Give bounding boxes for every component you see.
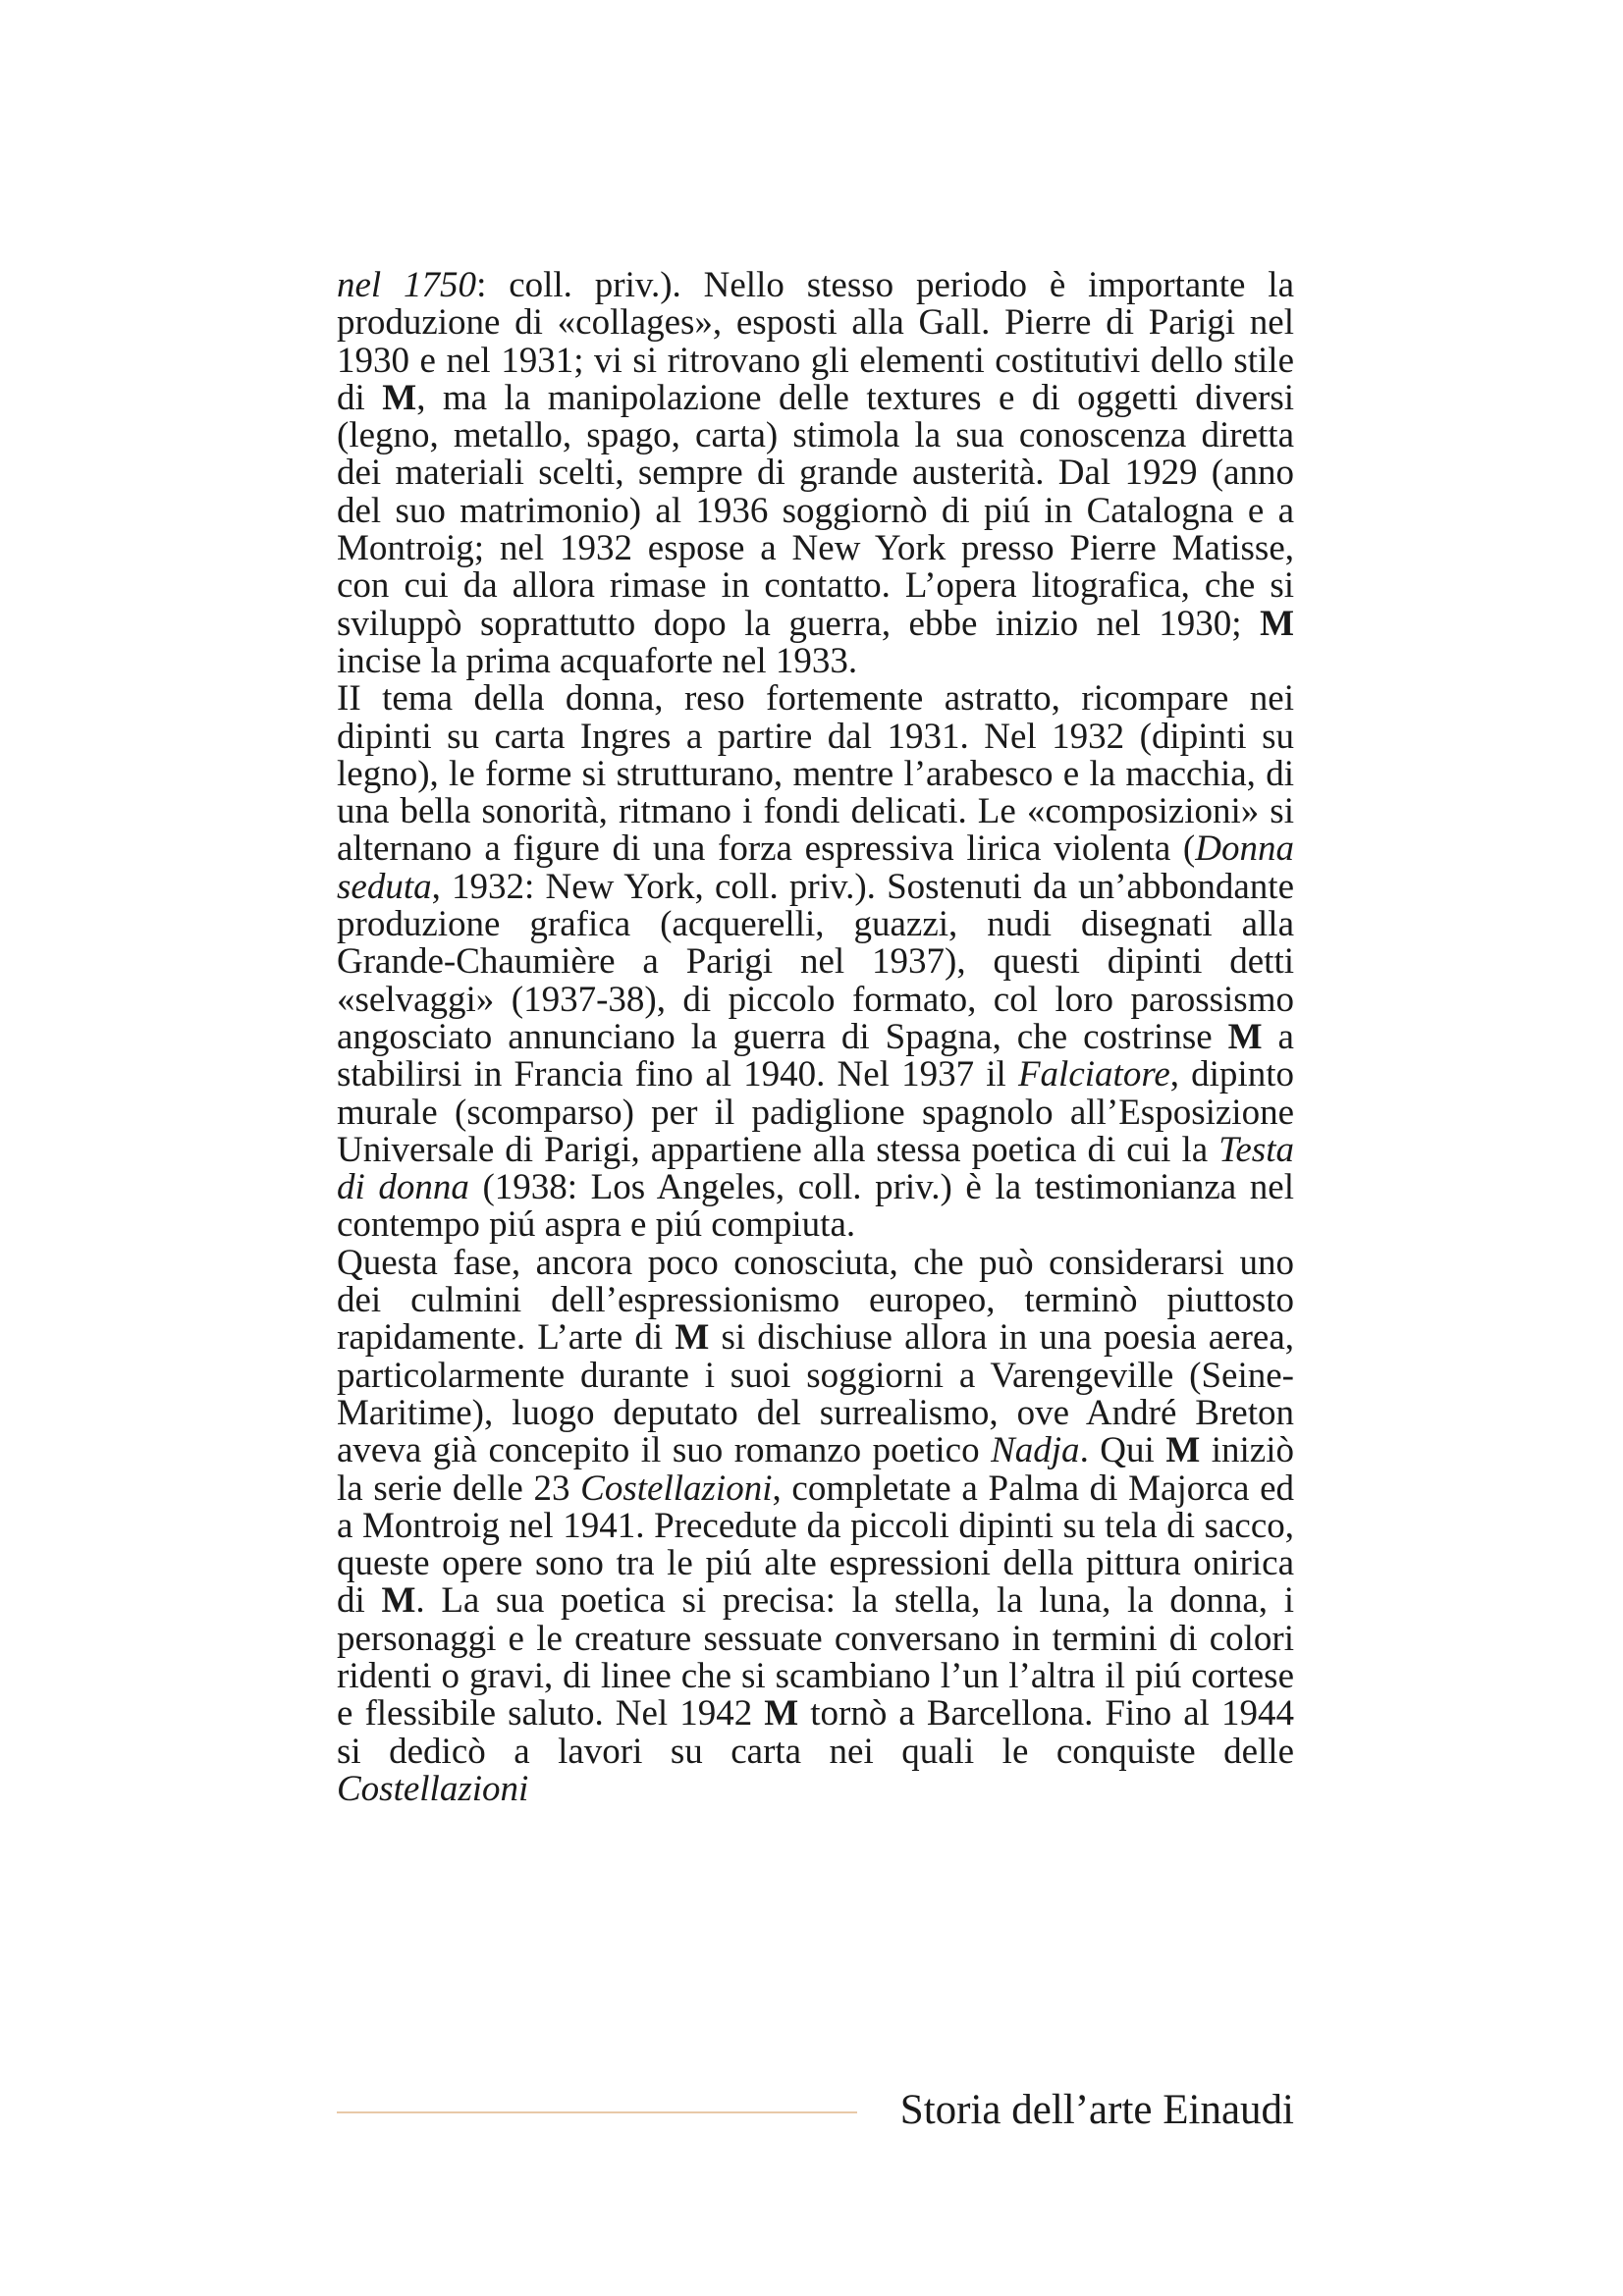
bold-run: M (675, 1317, 710, 1359)
text-run: : coll. priv.). Nello stesso periodo è importante la produzione di «collages», esposti alla Gall. Pierre di Parigi nel 1930 e nel 1931; vi si ritrovano gli elementi costitutivi dello stile di (337, 265, 1294, 418)
page-body (337, 267, 1294, 1808)
paragraph-text (337, 680, 1294, 1244)
text-run: a stabilirsi in Francia fino al 1940. Nel 1937 il (337, 1016, 1294, 1095)
bold-run: M (1165, 1430, 1201, 1471)
text-run: Questa fase, ancora poco conosciuta, che può considerarsi uno dei culmini dell’espressionismo europeo, terminò piuttosto rapidamente. L’arte di (337, 1242, 1294, 1359)
paragraph-text (337, 267, 1294, 680)
bold-run: M (382, 377, 417, 418)
italic-run: Testa di donna (337, 1129, 1294, 1208)
page-footer (337, 2081, 1294, 2140)
bold-run: M (764, 1693, 799, 1735)
bold-run: M (1227, 1016, 1263, 1057)
paragraph (337, 267, 1294, 680)
text-run: , dipinto murale (scomparso) per il padiglione spagnolo all’Esposizione Universale di Parigi, appartiene alla stessa poetica di cui la (337, 1054, 1294, 1170)
paragraph (337, 1242, 1295, 1809)
bold-run: M (1260, 603, 1294, 644)
paragraph (337, 680, 1294, 1244)
text-run: iniziò la serie delle 23 (337, 1430, 1295, 1509)
italic-run: Donna seduta (337, 828, 1294, 907)
text-run: , ma la manipolazione delle textures e di oggetti diversi (legno, metallo, spago, carta) stimola la sua conoscenza diretta dei materiali scelti, sempre di grande austerità. Dal 1929 (anno del suo matrimonio) al 1936 soggiornò di piú in Catalogna e a Montroig; nel 1932 espose a New York presso Pierre Matisse, con cui da allora rimase in contatto. L’opera litografica, che si sviluppò soprattutto dopo la guerra, ebbe inizio nel 1930; (337, 377, 1294, 644)
text-run: si dischiuse allora in una poesia aerea, particolarmente durante i suoi soggiorni a Varengeville (Seine-Maritime), luogo deputato del surrealismo, ove André Breton aveva già concepito il suo romanzo poetico (337, 1317, 1295, 1471)
footer-label: Storia dell’arte Einaudi (899, 2087, 1294, 2133)
text-run: , completate a Palma di Majorca ed a Montroig nel 1941. Precedute da piccoli dipinti su tela di sacco, queste opere sono tra le piú alte espressioni della pittura onirica di (337, 1468, 1294, 1622)
text-run: tornò a Barcellona. Fino al 1944 si dedicò a lavori su carta nei quali le conquiste delle (337, 1693, 1294, 1772)
italic-run: Costellazioni (580, 1468, 773, 1509)
italic-run: Nadja (991, 1430, 1080, 1471)
italic-run: nel 1750 (337, 265, 477, 305)
text-run: . Qui (1079, 1430, 1166, 1471)
text-run: II tema della donna, reso fortemente astratto, ricompare nei dipinti su carta Ingres a partire dal 1931. Nel 1932 (dipinti su legno), le forme si strutturano, mentre l’arabesco e la macchia, di una bella sonorità, ritmano i fondi delicati. Le «composizioni» si alternano a figure di una forza espressiva lirica violenta ( (337, 678, 1294, 870)
italic-run: Falciatore (1017, 1054, 1170, 1095)
footer-rule (337, 2111, 857, 2113)
text-run: (1938: Los Angeles, coll. priv.) è la testimonianza nel contempo piú aspra e piú compiuta. (337, 1167, 1295, 1246)
text-run: . La sua poetica si precisa: la stella, la luna, la donna, i personaggi e le creature sessuate conversano in termini di colori ridenti o gravi, di linee che si scambiano l’un l’altra il piú cortese e flessibile saluto. Nel 1942 (337, 1580, 1295, 1735)
text-run: incise la prima acquaforte nel 1933. (337, 640, 858, 681)
paragraph-text (337, 1242, 1295, 1809)
bold-run: M (381, 1580, 416, 1622)
text-run: , 1932: New York, coll. priv.). Sostenuti da un’abbondante produzione grafica (acquerelli, guazzi, nudi disegnati alla Grande-Chaumière a Parigi nel 1937), questi dipinti detti «selvaggi» (1937-38), di piccolo formato, col loro parossismo angosciato annunciano la guerra di Spagna, che costrinse (337, 866, 1294, 1057)
italic-run: Costellazioni (337, 1768, 529, 1809)
